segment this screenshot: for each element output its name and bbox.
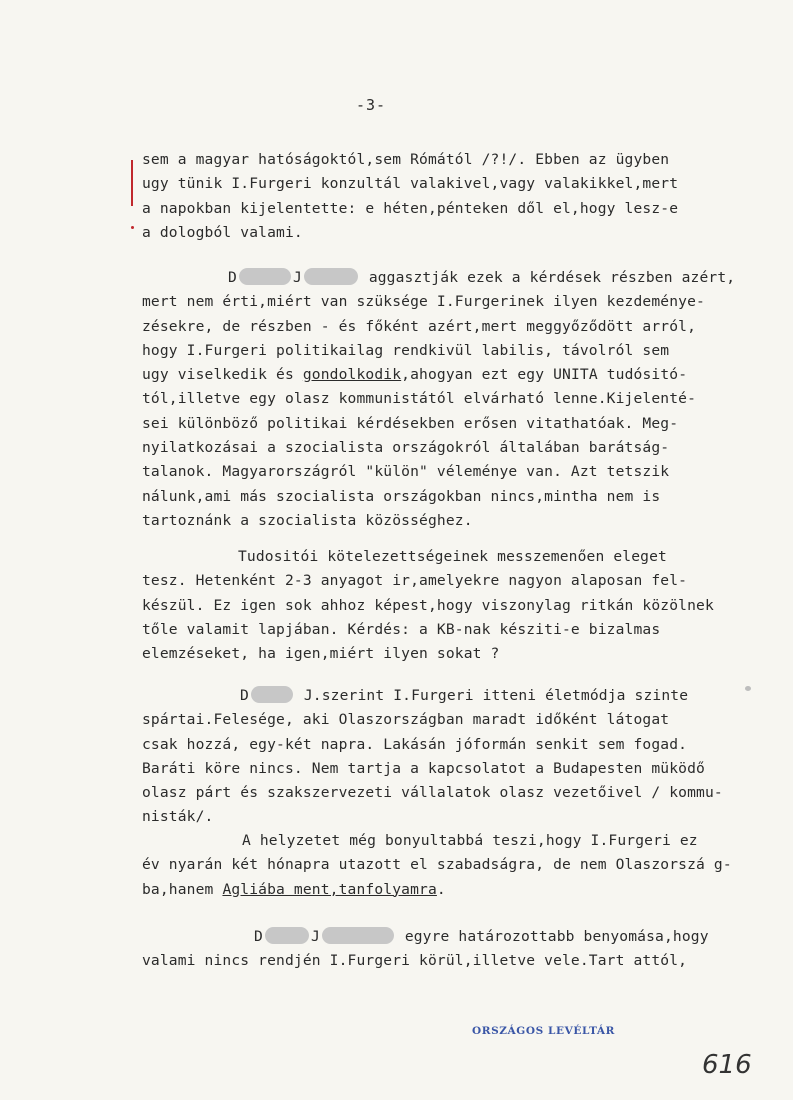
text-line xyxy=(142,363,762,387)
text-line: készül. Ez igen sok ahhoz képest,hogy viszonylag ritkán közölnek xyxy=(142,596,714,614)
initial-d: D xyxy=(254,928,263,945)
paragraph-1 xyxy=(142,148,762,245)
text-line: tól,illetve egy olasz kommunistától elvárható lenne.Kijelenté- xyxy=(142,390,697,408)
text-line: sei különböző politikai kérdésekben erősen vitathatóak. Meg- xyxy=(142,414,679,432)
underlined-text: gondolkodik xyxy=(302,366,402,384)
line-text: J.szerint I.Furgeri itteni életmódja szinte xyxy=(303,687,689,704)
paragraph-6 xyxy=(142,925,762,974)
page-number: -3- xyxy=(356,96,387,114)
paragraph-3 xyxy=(142,545,762,666)
text-line: mert nem érti,miért van szüksége I.Furgerinek ilyen kezdeménye- xyxy=(142,293,705,311)
archive-stamp: ORSZÁGOS LEVÉLTÁR xyxy=(472,1025,615,1037)
text-line: ugy tünik I.Furgeri konzultál valakivel,vagy valakikkel,mert xyxy=(142,175,679,193)
redaction-mark xyxy=(322,927,394,944)
text-line: olasz párt és szakszervezeti vállalatok olasz vezetőivel / kommu- xyxy=(142,784,723,802)
text-line: A helyzetet még bonyultabbá teszi,hogy I.Furgeri ez xyxy=(242,832,698,849)
initial-j: J xyxy=(292,269,302,286)
line-text: ba,hanem xyxy=(142,880,223,898)
redaction-mark xyxy=(239,268,291,285)
ink-speck xyxy=(745,686,751,691)
text-line: sem a magyar hatóságoktól,sem Rómától /?!/. Ebben az ügyben xyxy=(142,151,670,168)
redaction-mark xyxy=(265,927,309,944)
text-line xyxy=(142,266,762,290)
initial-d: D xyxy=(228,269,237,286)
text-line: nisták/. xyxy=(142,808,214,826)
redaction-mark xyxy=(251,686,293,703)
margin-mark xyxy=(131,160,133,206)
text-line: csak hozzá, egy-két napra. Lakásán jóformán senkit sem fogad. xyxy=(142,735,688,753)
line-text: egyre határozottabb benyomása,hogy xyxy=(404,928,709,945)
underlined-text: Agliába ment,tanfolyamra xyxy=(222,880,437,898)
archive-page-number: 616 xyxy=(702,1050,752,1080)
text-line: Tudositói kötelezettségeinek messzemenően eleget xyxy=(238,548,667,565)
text-line: év nyarán két hónapra utazott el szabadságra, de nem Olaszorszá g- xyxy=(142,856,732,874)
line-text: aggasztják ezek a kérdések részben azért, xyxy=(368,269,736,286)
text-line: nyilatkozásai a szocialista országokról általában barátság- xyxy=(142,439,670,457)
initial-j: J xyxy=(310,928,320,945)
paragraph-4 xyxy=(142,684,762,830)
text-line: tesz. Hetenként 2-3 anyagot ir,amelyekre nagyon alaposan fel- xyxy=(142,572,688,590)
text-line: Baráti köre nincs. Nem tartja a kapcsolatot a Budapesten müködő xyxy=(142,759,705,777)
initial-d: D xyxy=(240,687,249,704)
text-line: zésekre, de részben - és főként azért,mert meggyőződött arról, xyxy=(142,317,697,335)
paragraph-2 xyxy=(142,266,762,533)
text-line xyxy=(142,878,762,902)
text-line: elemzéseket, ha igen,miért ilyen sokat ? xyxy=(142,645,500,663)
text-line: tőle valamit lapjában. Kérdés: a KB-nak késziti-e bizalmas xyxy=(142,620,661,638)
text-line: a napokban kijelentette: e héten,pénteken dől el,hogy lesz-e xyxy=(142,199,679,217)
line-text: . xyxy=(436,880,446,898)
text-line xyxy=(142,684,762,708)
paragraph-5 xyxy=(142,829,762,902)
line-text: ugy viselkedik és xyxy=(142,366,303,384)
text-line: valami nincs rendjén I.Furgeri körül,illetve vele.Tart attól, xyxy=(142,952,688,970)
text-line: tartoznánk a szocialista közösséghez. xyxy=(142,511,473,529)
redaction-mark xyxy=(304,268,358,285)
text-line xyxy=(142,925,762,949)
text-line: a dologból valami. xyxy=(142,223,303,241)
text-line: hogy I.Furgeri politikailag rendkivül labilis, távolról sem xyxy=(142,341,670,359)
margin-dot xyxy=(131,226,134,229)
text-line: spártai.Felesége, aki Olaszországban maradt időként látogat xyxy=(142,711,670,729)
line-text: ,ahogyan ezt egy UNITA tudósitó- xyxy=(401,366,688,384)
text-line: talanok. Magyarországról "külön" véleménye van. Azt tetszik xyxy=(142,463,670,481)
text-line: nálunk,ami más szocialista országokban nincs,mintha nem is xyxy=(142,487,661,505)
